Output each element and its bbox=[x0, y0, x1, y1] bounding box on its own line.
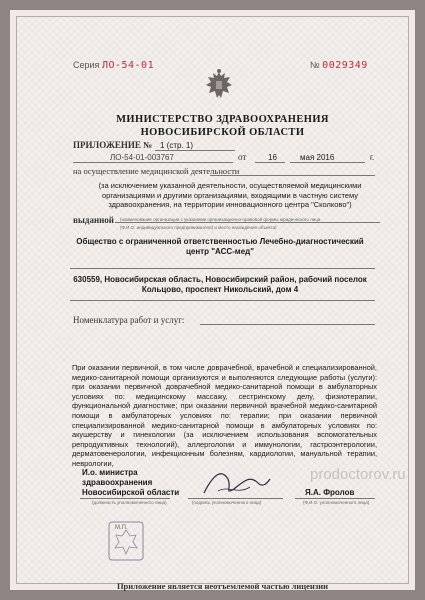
stamp-text: М.П. bbox=[115, 525, 128, 531]
nomenclature-underline bbox=[200, 324, 375, 325]
issued-hint-2: (Ф.И.О. индивидуального предпринимателя) и место нахождения объекта) bbox=[120, 225, 277, 230]
date-day: 16 bbox=[268, 153, 277, 162]
serial-row bbox=[73, 60, 154, 71]
date-from-label: от bbox=[238, 152, 247, 162]
signer-name: Я.А. Фролов bbox=[305, 488, 355, 497]
activity-heading: на осуществление медицинской деятельности bbox=[73, 166, 240, 176]
date-month-year: мая 2016 bbox=[300, 153, 335, 162]
signature-hint: (подпись уполномоченного лица) bbox=[192, 500, 262, 505]
signature-underline bbox=[188, 498, 283, 499]
serial-value: ЛО-54-01 bbox=[101, 60, 155, 71]
position-underline bbox=[80, 498, 170, 499]
address-underline bbox=[70, 300, 375, 301]
organization-address: 630559, Новосибирская область, Новосибирский район, рабочий поселок Кольцово, проспект Никольский, дом 4 bbox=[73, 275, 367, 294]
ministry-line-1: МИНИСТЕРСТВО ЗДРАВООХРАНЕНИЯ bbox=[116, 114, 329, 125]
organization-name: Общество с ограниченной ответственностью Лечебно-диагностический центр "АСС-мед" bbox=[76, 237, 364, 256]
activity-underline bbox=[210, 175, 375, 176]
ministry-line-2: НОВОСИБИРСКОЙ ОБЛАСТИ bbox=[140, 127, 305, 138]
date-day-underline bbox=[255, 162, 285, 163]
signer-position-line-3: Новосибирской области bbox=[82, 488, 180, 497]
number-label: № bbox=[310, 60, 320, 70]
nomenclature-label: Номенклатура работ и услуг: bbox=[73, 315, 185, 325]
appendix-underline bbox=[155, 150, 235, 151]
document-number-row bbox=[310, 60, 368, 71]
ministry-title bbox=[50, 113, 395, 139]
issued-underline bbox=[115, 222, 380, 223]
watermark-text: prodoctorov.ru bbox=[310, 466, 406, 483]
signature-scribble bbox=[198, 465, 273, 501]
services-text: При оказании первичной, в том числе доврачебной, врачебной и специализированной, медико-санитарной помощи организуются и выполняются следующие работы (услуги): при оказании первичной доврачебной медико-санитарной помощи в амбулаторных условиях по: медицинскому массажу, сестринскому делу, физиотерапии, функциональной диагностике; при оказании первичной врачебной медико-санитарной помощи в амбулаторных условиях по: терапии; при оказании первичной специализированной медико-санитарной помощи в амбулаторных условиях по: акушерству и гинекологии (за исключением использования вспомогательных репродуктивных технологий), аллергологии и иммунологии, гастроэнтерологии, дерматовенерологии, инфекционным болезням, кардиологии, мануальной терапии, неврологии, bbox=[72, 363, 377, 468]
coat-of-arms-icon bbox=[202, 68, 236, 104]
issued-label: выданной bbox=[73, 215, 114, 225]
name-hint: (Ф.И.О. уполномоченного лица) bbox=[303, 500, 370, 505]
activity-clarification: (за исключением указанной деятельности, осуществляемой медицинскими организациями и другими организациями, входящими в частную систему здравоохранения, на территории инновационного центра "Сколково") bbox=[98, 181, 362, 209]
signer-position-line-1: И.о. министра bbox=[82, 468, 138, 477]
position-hint: (должность уполномоченного лица) bbox=[92, 500, 167, 505]
name-underline bbox=[295, 498, 375, 499]
serial-label: Серия bbox=[73, 60, 100, 70]
appendix-label: ПРИЛОЖЕНИЕ № bbox=[73, 140, 153, 150]
organization-underline bbox=[70, 268, 375, 269]
license-number-value: ЛО-54-01-003767 bbox=[110, 153, 174, 162]
appendix-value: 1 (стр. 1) bbox=[160, 141, 194, 150]
signer-position-line-2: здравоохранения bbox=[82, 478, 153, 487]
date-year-suffix: г. bbox=[370, 153, 375, 162]
signer-position bbox=[82, 468, 179, 498]
issued-hint-1: (наименование организации с указанием организационно-правовой формы юридического лица bbox=[120, 217, 321, 222]
footer-note: Приложение является неотъемлемой частью лицензии bbox=[116, 581, 329, 591]
number-value: 0029349 bbox=[322, 60, 368, 71]
date-month-underline bbox=[290, 162, 365, 163]
license-number-underline bbox=[73, 162, 233, 163]
